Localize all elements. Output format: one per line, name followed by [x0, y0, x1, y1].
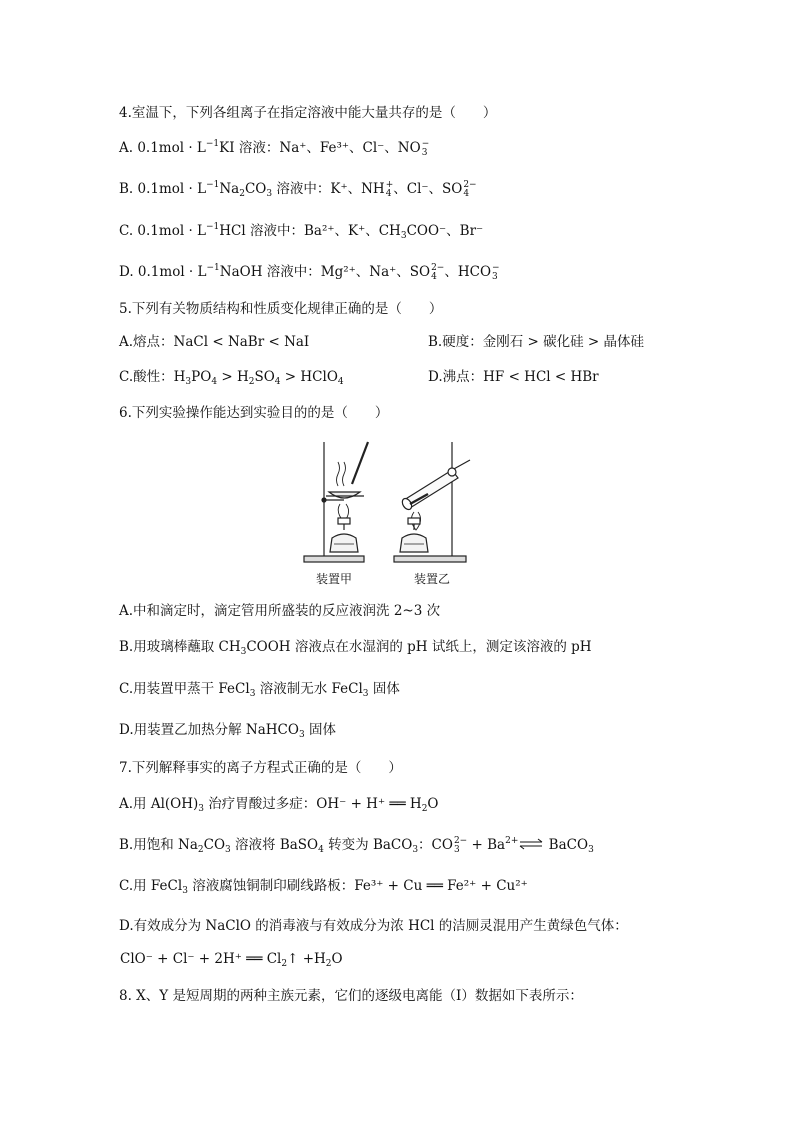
- q8-stem: 8. X、Y 是短周期的两种主族元素，它们的逐级电离能（I）数据如下表所示：: [119, 988, 583, 1004]
- q5-stem: 5.下列有关物质结构和性质变化规律正确的是（ ）: [119, 301, 443, 317]
- apparatus-a-drawing: [304, 442, 368, 562]
- q7-option-b: B.用饱和 $Na_2CO_3$ 溶液将 BaSO$_4$ 转变为 BaCO$_3$：CO 2− 3 + $Ba^{2+}$ BaCO$_3$: [119, 835, 594, 855]
- q7-option-d: D.有效成分为 NaClO 的消毒液与有效成分为浓 HCl 的洁厕灵混用产生黄绿色气体：: [119, 918, 628, 934]
- q4-option-b: B. $0.1mol \cdot L^{-1}Na_2CO_3$ 溶液中：K⁺、NH + 4 、Cl⁻、SO 2− 4: [119, 179, 477, 199]
- q5-option-d: D.沸点：HF < HCl < HBr: [428, 369, 599, 385]
- q6-option-d: D.用装置乙加热分解 NaHCO$_3$ 固体: [119, 722, 336, 740]
- q6-option-a: A.中和滴定时，滴定管用所盛装的反应液润洗 2~3 次: [119, 603, 441, 619]
- figure-label-a: 装置甲: [316, 572, 353, 586]
- q4-stem: 4.室温下，下列各组离子在指定溶液中能大量共存的是（ ）: [119, 105, 497, 121]
- q5-option-b: B.硬度：金刚石 > 碳化硅 > 晶体硅: [428, 334, 644, 350]
- apparatus-b-drawing: [394, 442, 470, 562]
- q4-option-c: C. $0.1mol \cdot L^{-1}HCl$ 溶液中：Ba²⁺、K⁺、$CH_3COO^-$、Br⁻: [119, 222, 484, 241]
- q6-stem: 6.下列实验操作能达到实验目的的是（ ）: [119, 405, 389, 421]
- q7-stem: 7.下列解释事实的离子方程式正确的是（ ）: [119, 760, 402, 776]
- q7-option-a: A.用 $Al(OH)_3$ 治疗胃酸过多症：OH⁻ + H⁺ ══ $H_2O$: [119, 796, 439, 814]
- reversible-arrow-icon: [518, 836, 544, 852]
- figure-label-b: 装置乙: [414, 572, 451, 586]
- q6-option-c: C.用装置甲蒸干 FeCl$_3$ 溶液制无水 FeCl$_3$ 固体: [119, 681, 400, 699]
- q7-option-c: C.用 FeCl$_3$ 溶液腐蚀铜制印刷线路板：Fe³⁺ + Cu ══ Fe²⁺ + Cu²⁺: [119, 878, 528, 896]
- q5-option-a: A.熔点：NaCl < NaBr < NaI: [119, 334, 310, 350]
- apparatus-figure: [302, 438, 478, 590]
- q4-option-a: A. $0.1mol \cdot L^{-1}KI$ 溶液：Na⁺、Fe³⁺、Cl⁻、NO − 3: [119, 138, 430, 158]
- q6-option-b: B.用玻璃棒蘸取 $CH_3COOH$ 溶液点在水湿润的 pH 试纸上，测定该溶液的 pH: [119, 639, 592, 657]
- q7-option-d-equation: ClO⁻ + Cl⁻ + 2H⁺ ══ $Cl_2↑ +H_2O$: [120, 951, 343, 969]
- q4-option-d: D. $0.1mol \cdot L^{-1}NaOH$ 溶液中：Mg²⁺、Na⁺、SO 2− 4 、HCO − 3: [119, 262, 500, 282]
- q5-option-c: C.酸性：$H_3PO_4 > H_2SO_4$ > HClO$_4$: [119, 369, 344, 387]
